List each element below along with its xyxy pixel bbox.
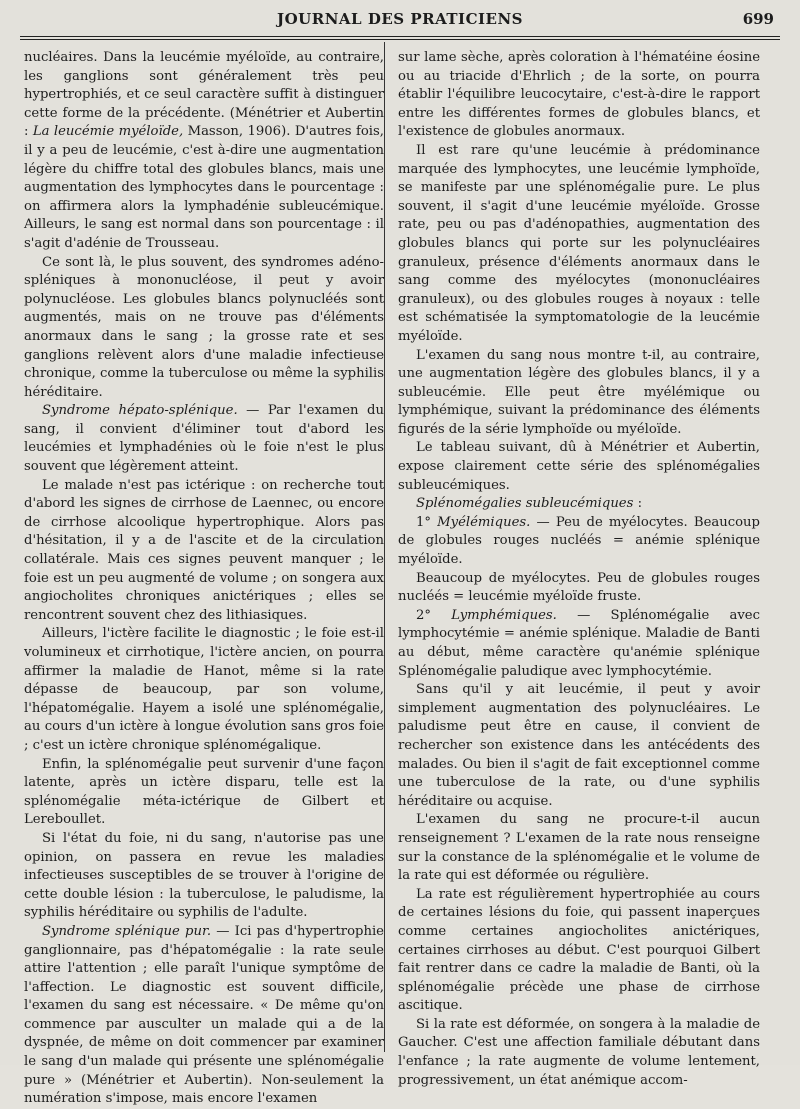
paragraph <box>24 402 384 476</box>
paragraph: Ce sont là, le plus souvent, des syndromes adéno-spléniques à mononucléose, il peut y avoir polynucléose. Les globules blancs polynucléés sont augmentés, mais on ne trouve pas d'éléments anormaux dans le sang ; la grosse rate et ses ganglions relèvent alors d'une maladie infectieuse chronique, comme la tuberculose ou même la syphilis héréditaire. <box>24 254 384 400</box>
paragraph-text: — Splénomégalie avec lymphocytémie = anémie splénique. Maladie de Banti au début, même caractère qu'anémie splénique Splénomégalie paludique avec lymphocytémie. <box>398 607 760 679</box>
list-number: 2° <box>416 607 431 623</box>
paragraph: Le malade n'est pas ictérique : on recherche tout d'abord les signes de cirrhose de Laennec, ou encore de cirrhose alcoolique hypertrophique. Alors pas d'hésitation, il y a de l'ascite et de la circulation collatérale. Mais ces signes peuvent manquer ; le foie est un peu augmenté de volume ; on songera aux angiocholites chroniques anictériques ; elles se rencontrent souvent chez des lithiasiques. <box>24 477 384 623</box>
right-column <box>398 49 760 1090</box>
paragraph: Enfin, la splénomégalie peut survenir d'une façon latente, après un ictère disparu, telle est la splénomégalie méta-ictérique de Gilbert et Lereboullet. <box>24 756 384 828</box>
paragraph: L'examen du sang ne procure-t-il aucun renseignement ? L'examen de la rate nous renseigne sur la constance de la splénomégalie et le volume de la rate qui est déformée ou régulière. <box>398 812 760 884</box>
list-item <box>398 514 760 570</box>
paragraph-text: — Par l'examen du sang, il convient d'éliminer tout d'abord les leucémies et lymphadénies où le foie n'est le plus souvent que légèrement atteint. <box>24 403 384 475</box>
left-column <box>24 49 384 1109</box>
paragraph: sur lame sèche, après coloration à l'hématéine éosine ou au triacide d'Ehrlich ; de la sorte, on pourra établir l'équilibre leucocytaire, c'est-à-dire le rapport entre les différentes formes de globules blancs, et l'existence de globules anormaux. <box>398 50 760 140</box>
paragraph: Le tableau suivant, dû à Ménétrier et Aubertin, expose clairement cette série des splénomégalies subleucémiques. <box>398 440 760 493</box>
paragraph-text: Masson, 1906). D'autres fois, il y a peu de leucémie, c'est à-dire une augmentation légère du chiffre total des globules blancs, mais une augmentation des lymphocytes dans le pourcentage : on affirmera alors la lymphadénie subleucémique. Ailleurs, le sang est normal dans son pourcentage : il s'agit d'adénie de Trousseau. <box>24 124 384 251</box>
list-item <box>398 607 760 681</box>
paragraph: Il est rare qu'une leucémie à prédominance marquée des lymphocytes, une leucémie lymphoïde, se manifeste par une splénomégalie pure. Le plus souvent, il s'agit d'une leucémie myéloïde. Grosse rate, peu ou pas d'adénopathies, augmentation des globules blancs qui porte sur les polynucléaires granuleux, présence d'éléments anormaux dans le sang comme des myélocytes (mononucléaires granuleux), ou des globules rouges à noyaux : telle est schématisée la symptomatologie de la leucémie myéloïde. <box>398 142 760 344</box>
paragraph: Sans qu'il y ait leucémie, il peut y avoir simplement augmentation des polynucléaires. Le paludisme peut être en cause, il convient de rechercher son existence dans les antécédents des malades. Ou bien il s'agit de fait exceptionnel comme une tuberculose de la rate, ou d'une syphilis héréditaire ou acquise. <box>398 682 760 809</box>
list-heading: Lymphémiques. <box>451 607 557 623</box>
paragraph-text: nucléaires. Dans la leucémie myéloïde, au contraire, les ganglions sont généralement très peu hypertrophiés, et ce seul caractère suffit à distinguer cette forme de la précédente. (Ménétrier et Aubertin : <box>24 50 384 140</box>
paragraph <box>24 49 384 254</box>
section-heading: Syndrome hépato-splénique. <box>42 403 238 419</box>
section-heading: Splénomégalies subleucémiques <box>416 496 634 512</box>
paragraph <box>24 923 384 1109</box>
page-number: 699 <box>742 10 774 28</box>
section-heading: Syndrome splénique pur. <box>42 923 212 939</box>
paragraph-text: — Ici pas d'hypertrophie ganglionnaire, pas d'hépatomégalie : la rate seule attire l'attention ; elle paraît l'unique symptôme de l'affection. Le diagnostic est souvent difficile, l'examen du sang est nécessaire. « De même qu'on commence par ausculter un malade qui a de la dyspnée, de même on doit commencer par examiner le sang d'un malade qui présente une splénomégalie pure » (Ménétrier et Aubertin). Non-seulement la numération s'impose, mais encore l'examen <box>24 923 384 1107</box>
paragraph: L'examen du sang nous montre t-il, au contraire, une augmentation légère des globules blancs, il y a subleucémie. Elle peut être myélémique ou lymphémique, suivant la prédominance des éléments figurés de la série lymphoïde ou myéloïde. <box>398 347 760 437</box>
paragraph: Beaucoup de myélocytes. Peu de globules rouges nucléés = leucémie myéloïde fruste. <box>398 570 760 605</box>
journal-title: JOURNAL DES PRATICIENS <box>277 10 523 28</box>
paragraph-text: — Peu de myélocytes. Beaucoup de globules rouges nucléés = anémie splénique myéloïde. <box>398 514 760 568</box>
page-header <box>22 8 778 34</box>
header-rule <box>20 36 780 40</box>
list-number: 1° <box>416 514 431 530</box>
paragraph <box>398 495 760 514</box>
citation-title: La leucémie myéloïde, <box>32 124 184 140</box>
paragraph-text: : <box>633 496 643 512</box>
list-heading: Myélémiques. <box>437 514 531 530</box>
paragraph: Ailleurs, l'ictère facilite le diagnostic ; le foie est-il volumineux et cirrhotique, l'ictère ancien, on pourra affirmer la maladie de Hanot, même si la rate dépasse de beaucoup, par son volume, l'hépatomégalie. Hayem a isolé une splénomégalie, au cours d'un ictère à longue évolution sans gros foie ; c'est un ictère chronique splénomégalique. <box>24 626 384 753</box>
paragraph: La rate est régulièrement hypertrophiée au cours de certaines lésions du foie, qui passent inaperçues comme certaines angiocholites anictériques, certaines cirrhoses au début. C'est pourquoi Gilbert fait rentrer dans ce cadre la maladie de Banti, où la splénomégalie précède une phase de cirrhose ascitique. <box>398 886 760 1014</box>
column-divider <box>384 42 385 1052</box>
paragraph: Si la rate est déformée, on songera à la maladie de Gaucher. C'est une affection familiale débutant dans l'enfance ; la rate augmente de volume lentement, progressivement, un état anémique accom- <box>398 1016 760 1088</box>
paragraph: Si l'état du foie, ni du sang, n'autorise pas une opinion, on passera en revue les maladies infectieuses susceptibles de se trouver à l'origine de cette double lésion : la tuberculose, le paludisme, la syphilis héréditaire ou syphilis de l'adulte. <box>24 830 384 921</box>
